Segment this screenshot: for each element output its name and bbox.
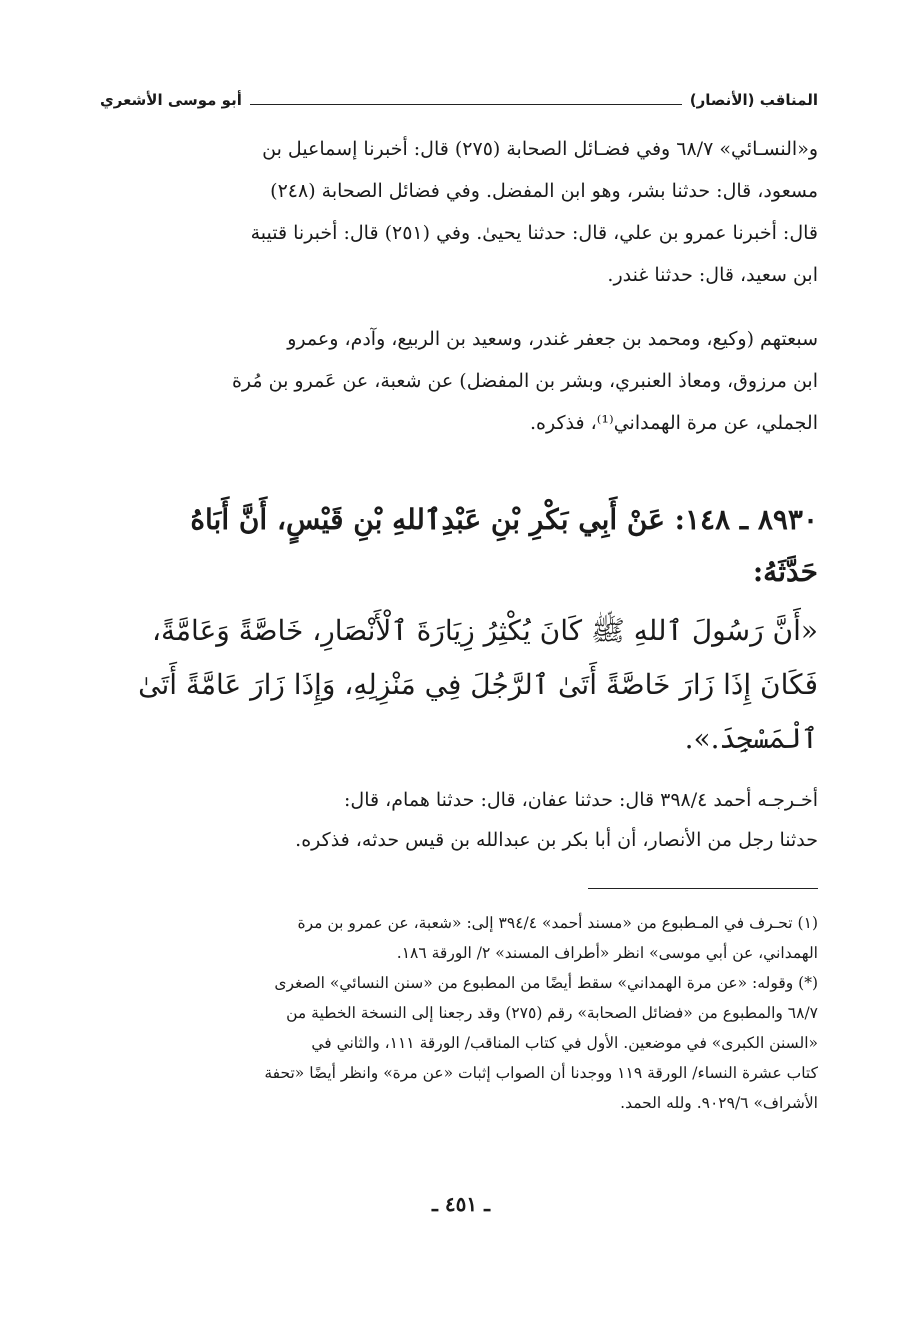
hadith-heading-line: ٨٩٣٠ ـ ١٤٨: عَنْ أَبِي بَكْرِ بْنِ عَبْدِٱللهِ بْنِ قَيْسٍ، أَنَّ أَبَاهُ xyxy=(190,503,818,536)
footnotes xyxy=(100,908,818,1118)
footnote-separator xyxy=(588,888,818,889)
footnote-line: كتاب عشرة النساء/ الورقة ١١٩ ووجدنا أن الصواب إثبات «عن مرة» وانظر أيضًا «تحفة xyxy=(264,1064,818,1082)
hadith-heading xyxy=(100,494,818,598)
takhrij-paragraph xyxy=(100,780,818,860)
header-rule xyxy=(250,104,682,105)
text-line: سبعتهم (وكيع، ومحمد بن جعفر غندر، وسعيد بن الربيع، وآدم، وعمرو xyxy=(287,328,818,350)
page-number: ـ ٤٥١ ـ xyxy=(432,1192,490,1216)
text-line: و«النسـائي» ٦٨/٧ وفي فضـائل الصحابة (٢٧٥) قال: أخبرنا إسماعيل بن xyxy=(262,138,818,160)
text-line: ابن سعيد، قال: حدثنا غندر. xyxy=(607,264,818,286)
footnote-line: «السنن الكبرى» في موضعين. الأول في كتاب المناقب/ الورقة ١١١، والثاني في xyxy=(311,1034,818,1052)
narrators-paragraph xyxy=(100,318,818,444)
text-line: حدثنا رجل من الأنصار، أن أبا بكر بن عبدالله بن قيس حدثه، فذكره. xyxy=(295,829,818,851)
footnote-line: (*) وقوله: «عن مرة الهمداني» سقط أيضًا من المطبوع من «سنن النسائي» الصغرى xyxy=(274,974,818,992)
text-line: الجملي، عن مرة الهمداني⁽¹⁾، فذكره. xyxy=(529,412,818,434)
text-line: قال: أخبرنا عمرو بن علي، قال: حدثنا يحيىٰ. وفي (٢٥١) قال: أخبرنا قتيبة xyxy=(250,222,818,244)
text-line: أخـرجـه أحمد ٣٩٨/٤ قال: حدثنا عفان، قال: حدثنا همام، قال: xyxy=(344,789,818,811)
hadith-heading-line: حَدَّثَهُ: xyxy=(752,555,818,588)
text-line: مسعود، قال: حدثنا بشر، وهو ابن المفضل. وفي فضائل الصحابة (٢٤٨) xyxy=(270,180,818,202)
hadith-text-line: «أَنَّ رَسُولَ ٱللهِ ﷺ كَانَ يُكْثِرُ زِيَارَةَ ٱلْأَنْصَارِ، خَاصَّةً وَعَامَّةً، xyxy=(152,614,818,647)
hadith-text-line: فَكَانَ إِذَا زَارَ خَاصَّةً أَتَىٰ ٱلرَّجُلَ فِي مَنْزِلِهِ، وَإِذَا زَارَ عَامَّةً أَتَىٰ xyxy=(138,668,818,701)
hadith-text-line: ٱلْمَسْجِدَ.». xyxy=(684,722,818,755)
footnote-line: (١) تحـرف في المـطبوع من «مسند أحمد» ٣٩٤/٤ إلى: «شعبة، عن عمرو بن مرة xyxy=(297,914,818,932)
footnote-line: الأشراف» ٩٠٢٩/٦. ولله الحمد. xyxy=(620,1094,818,1112)
text-line: ابن مرزوق، ومعاذ العنبري، وبشر بن المفضل) عن شعبة، عن عَمرو بن مُرة xyxy=(231,370,818,392)
footnote-line: الهمداني، عن أبي موسى» انظر «أطراف المسند» ٢/ الورقة ١٨٦. xyxy=(396,944,818,962)
running-header xyxy=(100,86,818,114)
source-paragraph xyxy=(100,128,818,296)
header-chapter-title: المناقب (الأنصار) xyxy=(689,91,818,109)
footnote-line: ٦٨/٧ والمطبوع من «فضائل الصحابة» رقم (٢٧٥) وقد رجعنا إلى النسخة الخطية من xyxy=(286,1004,818,1022)
hadith-text xyxy=(100,604,818,766)
header-section-title: أبو موسى الأشعري xyxy=(100,91,242,109)
